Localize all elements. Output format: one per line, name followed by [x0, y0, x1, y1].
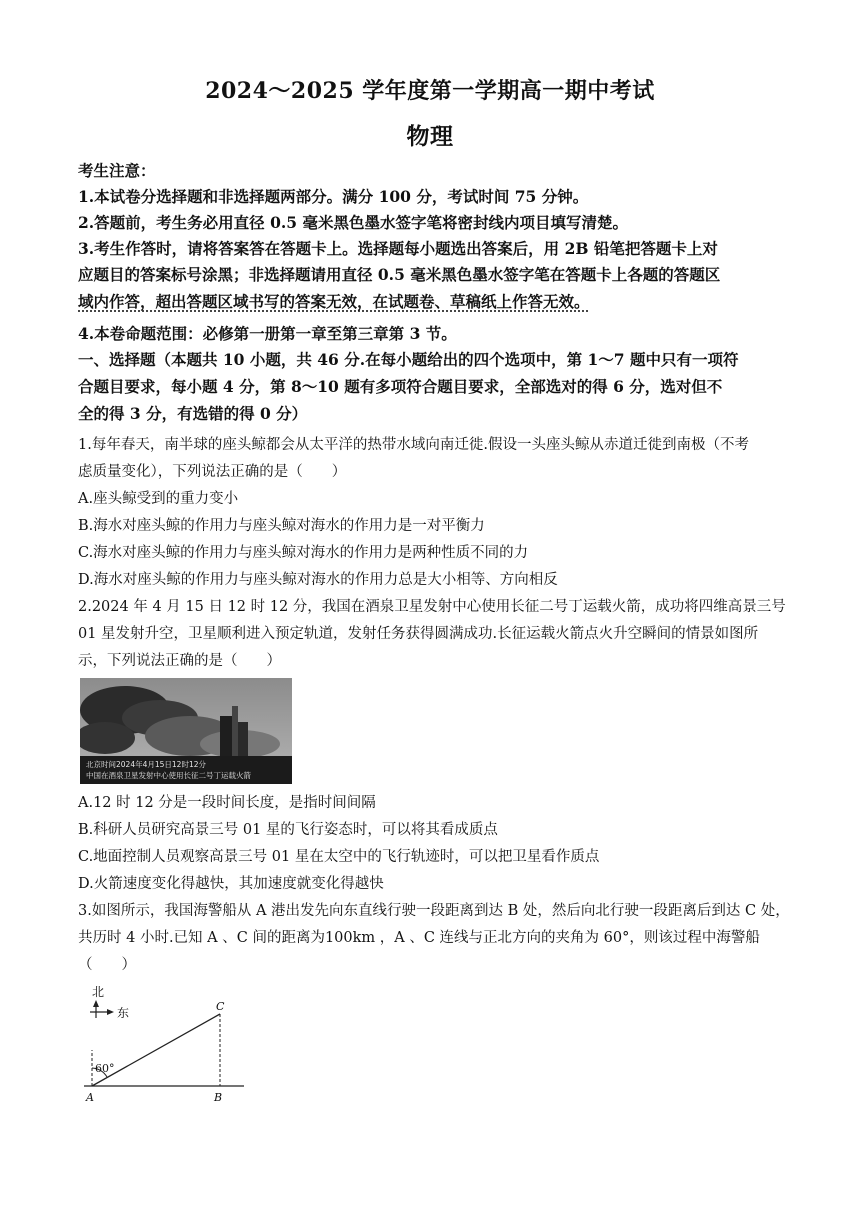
q1-stem-1: 1.每年春天，南半球的座头鲸都会从太平洋的热带水域向南迁徙.假设一头座头鲸从赤道迁徙到南极（不考 — [78, 437, 749, 453]
ship-route-diagram — [80, 980, 250, 1105]
section1-line-1: 一、选择题（本题共 10 小题，共 46 分.在每小题给出的四个选项中，第 1～7 题中只有一项符 — [78, 350, 739, 369]
q2-option-c: C.地面控制人员观察高景三号 01 星在太空中的飞行轨迹时，可以把卫星看作质点 — [78, 849, 600, 865]
q3-stem-1: 3.如图所示，我国海警船从 A 港出发先向东直线行驶一段距离到达 B 处，然后向北行驶一段距离后到达 C 处， — [78, 903, 790, 919]
angle-label: 60° — [95, 1062, 115, 1075]
notice-line-4: 应题目的答案标号涂黑；非选择题请用直径 0.5 毫米黑色墨水签字笔在答题卡上各题的答题区 — [78, 265, 721, 284]
section1-line-3: 全的得 3 分，有选错的得 0 分） — [78, 404, 308, 423]
q1-option-d: D.海水对座头鲸的作用力与座头鲸对海水的作用力总是大小相等、方向相反 — [78, 572, 558, 588]
north-arrow-icon — [93, 1000, 99, 1007]
section1-line-2: 合题目要求，每小题 4 分，第 8～10 题有多项符合题目要求，全部选对的得 6 分，选对但不 — [78, 377, 723, 396]
q1-stem-2: 虑质量变化），下列说法正确的是（ ） — [78, 464, 347, 480]
q2-stem-1: 2.2024 年 4 月 15 日 12 时 12 分，我国在酒泉卫星发射中心使用长征二号丁运载火箭，成功将四维高景三号 — [78, 599, 786, 615]
point-a-label: A — [86, 1091, 94, 1104]
point-b-label: B — [214, 1091, 223, 1104]
q2-option-a: A.12 时 12 分是一段时间长度，是指时间间隔 — [78, 795, 376, 811]
north-label: 北 — [92, 985, 105, 999]
notice-line-1: 1.本试卷分选择题和非选择题两部分。满分 100 分，考试时间 75 分钟。 — [78, 187, 589, 206]
notice-line-2: 2.答题前，考生务必用直径 0.5 毫米黑色墨水签字笔将密封线内项目填写清楚。 — [78, 213, 628, 232]
east-label: 东 — [117, 1006, 130, 1020]
rocket-launch-photo — [80, 678, 292, 784]
q1-option-a: A.座头鲸受到的重力变小 — [78, 491, 239, 507]
q2-stem-3: 示，下列说法正确的是（ ） — [78, 653, 281, 669]
q1-option-c: C.海水对座头鲸的作用力与座头鲸对海水的作用力是两种性质不同的力 — [78, 545, 529, 561]
q2-stem-2: 01 星发射升空，卫星顺利进入预定轨道，发射任务获得圆满成功.长征运载火箭点火升空瞬间的情景如图所 — [78, 626, 759, 642]
subject-title: 物理 — [406, 123, 454, 150]
q3-stem-2: 共历时 4 小时.已知 A 、C 间的距离为100km ，A 、C 连线与正北方向的夹角为 60°，则该过程中海警船 — [78, 930, 760, 946]
point-c-label: C — [216, 1000, 225, 1013]
notice-heading: 考生注意： — [78, 161, 156, 180]
notice-line-6: 4.本卷命题范围：必修第一册第一章至第三章第 3 节。 — [78, 324, 457, 343]
photo-caption-line-2: 中国在酒泉卫星发射中心使用长征二号丁运载火箭 — [86, 771, 251, 780]
exam-title: 2024～2025 学年度第一学期高一期中考试 — [205, 78, 655, 104]
q2-option-b: B.科研人员研究高景三号 01 星的飞行姿态时，可以将其看成质点 — [78, 822, 498, 838]
notice-line-3: 3.考生作答时，请将答案答在答题卡上。选择题每小题选出答案后，用 2B 铅笔把答题卡上对 — [78, 239, 718, 258]
route-ac-line — [92, 1014, 220, 1086]
q2-option-d: D.火箭速度变化得越快，其加速度就变化得越快 — [78, 876, 384, 892]
q1-option-b: B.海水对座头鲸的作用力与座头鲸对海水的作用力是一对平衡力 — [78, 518, 485, 534]
notice-line-5: 域内作答，超出答题区域书写的答案无效，在试题卷、草稿纸上作答无效。 — [78, 292, 590, 311]
q3-stem-3: （ ） — [78, 957, 136, 973]
photo-caption-line-1: 北京时间2024年4月15日12时12分 — [86, 760, 206, 769]
east-arrow-icon — [107, 1009, 114, 1015]
